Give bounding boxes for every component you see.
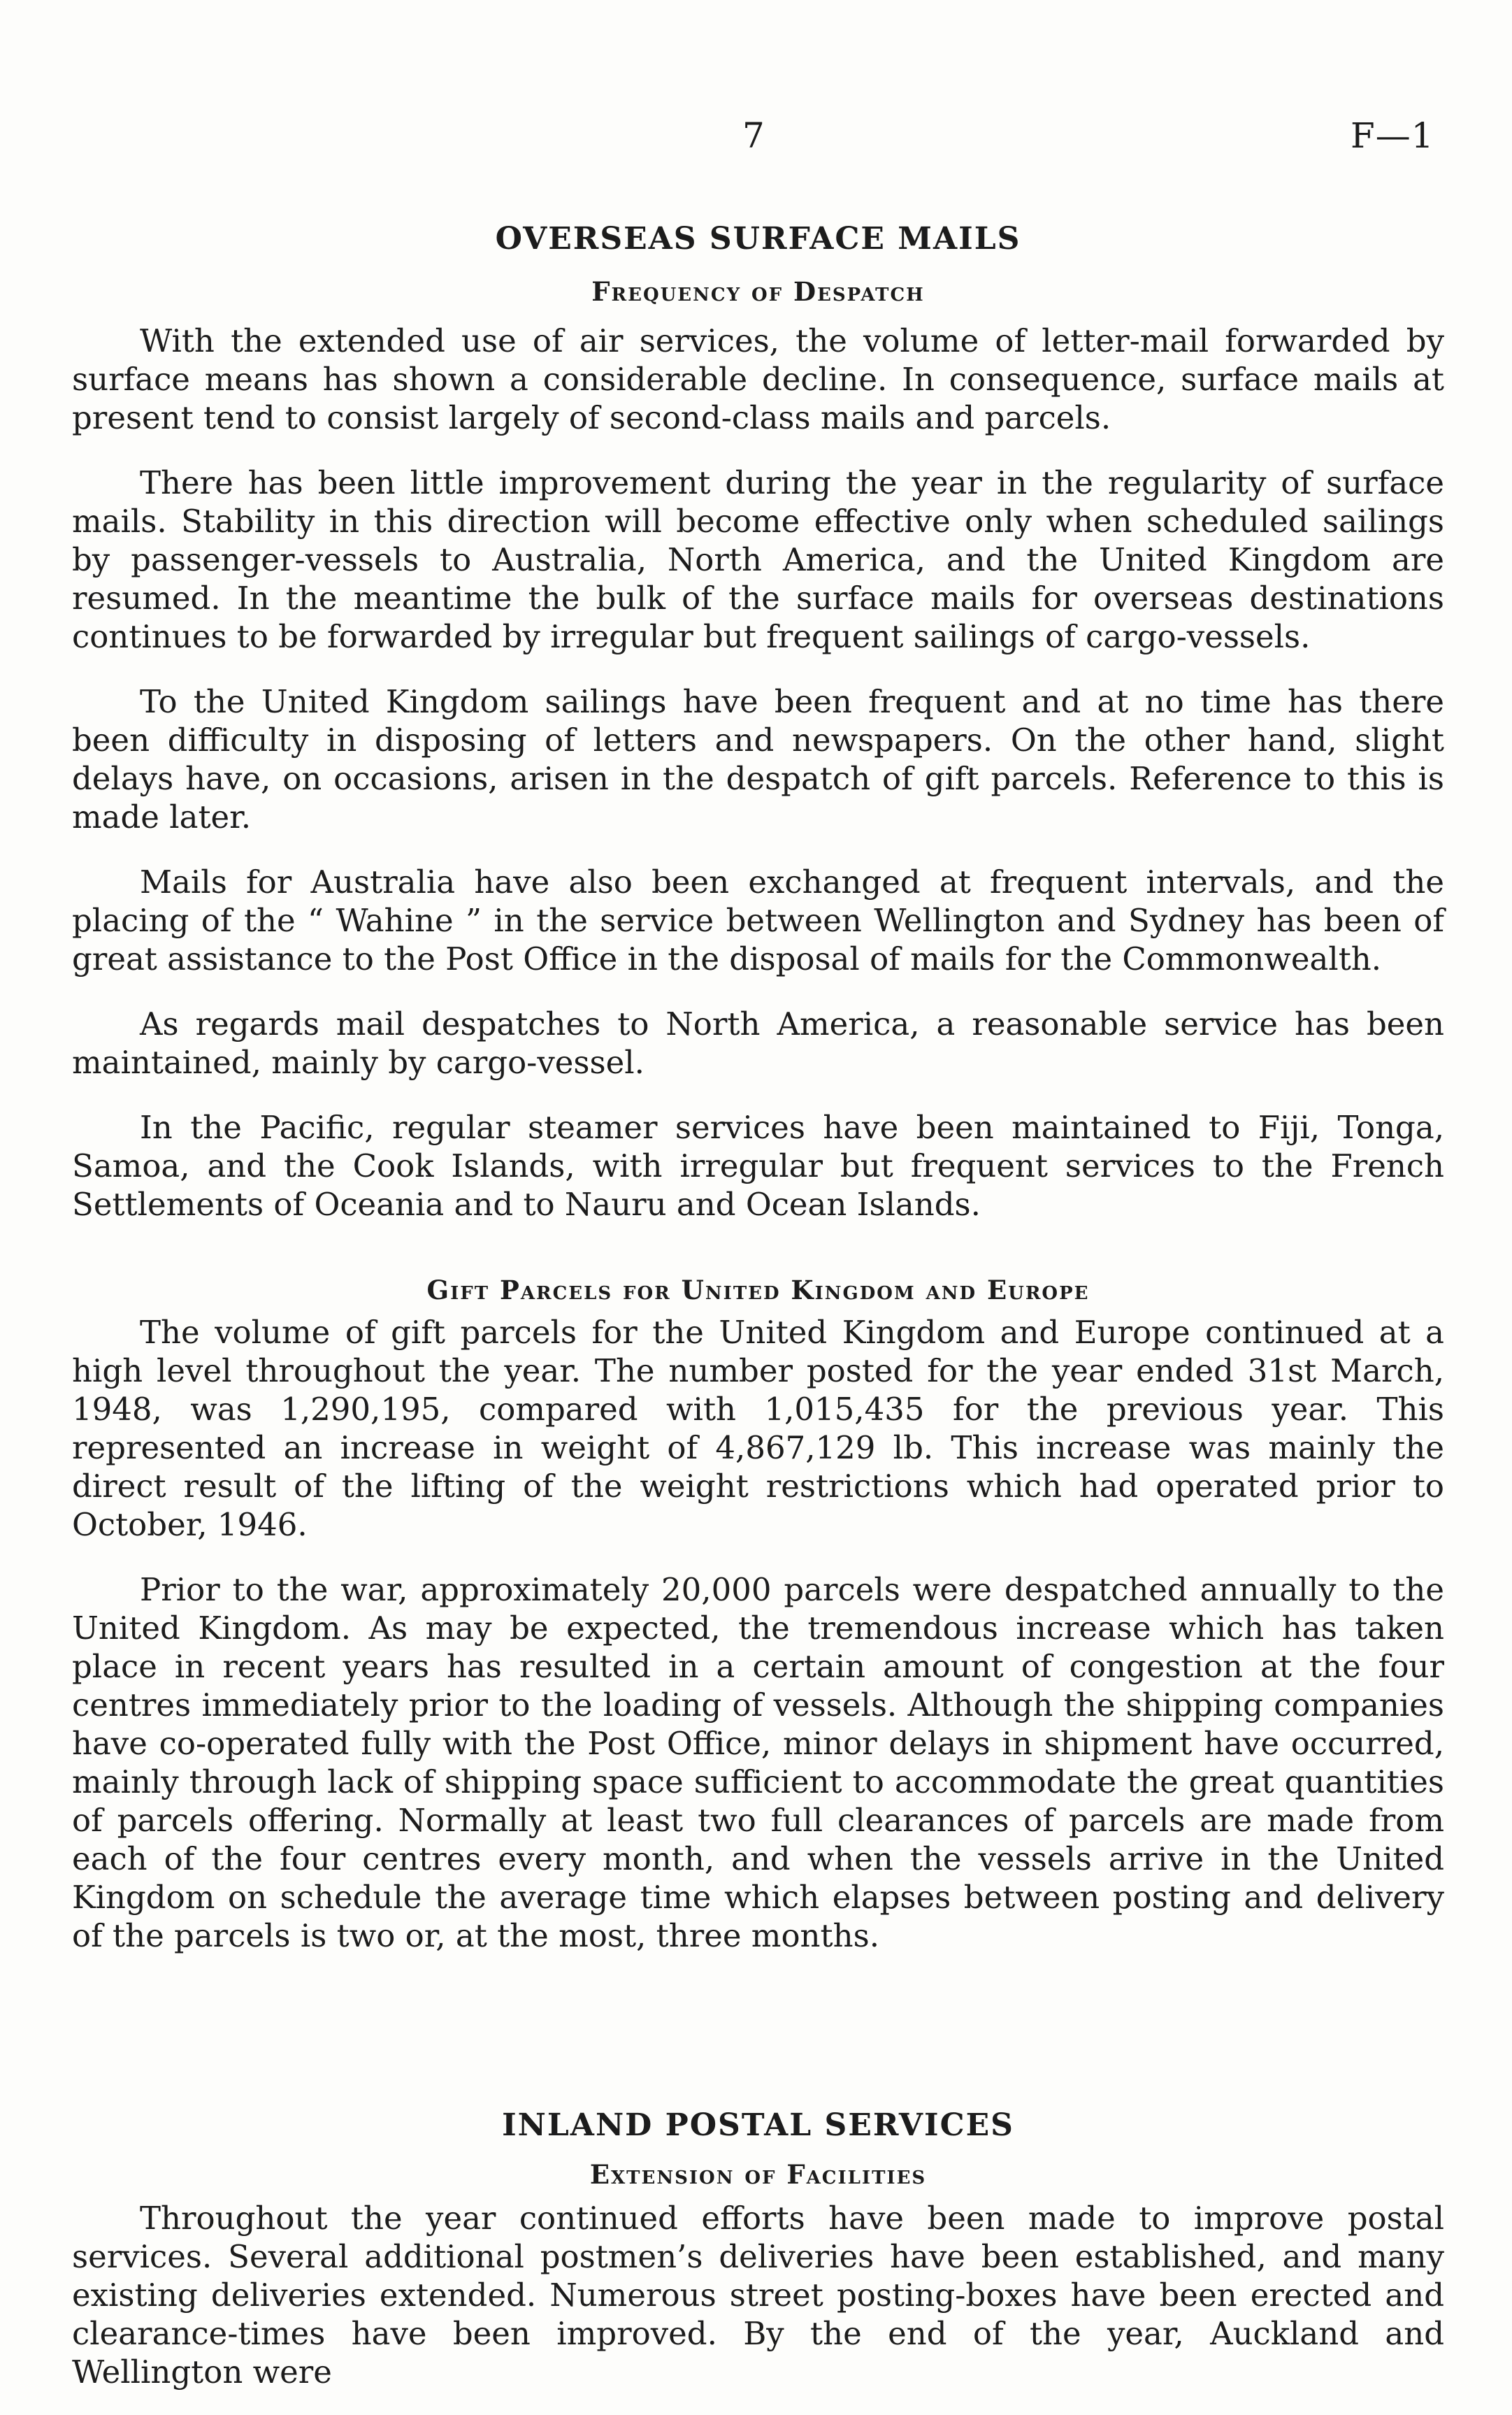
section-title: INLAND POSTAL SERVICES [502, 2107, 1014, 2143]
report-code: F—1 [1351, 115, 1434, 156]
section-body [72, 322, 1444, 1224]
paragraph: As regards mail despatches to North America, a reasonable service has been maintained, mainly by cargo-vessel. [72, 1005, 1444, 1081]
paragraph: There has been little improvement during the year in the regularity of surface mails. Stability in this direction will become effective only when scheduled sailings by passenger-vessels to Australia, North America, and the United Kingdom are resumed. In the meantime the bulk of the surface mails for overseas destinations continues to be forwarded by irregular but frequent sailings of cargo-vessels. [72, 464, 1444, 655]
paragraph: The volume of gift parcels for the United Kingdom and Europe continued at a high level throughout the year. The number posted for the year ended 31st March, 1948, was 1,290,195, compared with 1,015,435 for the previous year. This represented an increase in weight of 4,867,129 lb. This increase was mainly the direct result of the lifting of the weight restrictions which had operated prior to October, 1946. [72, 1314, 1444, 1543]
section-overseas-surface-mails [72, 218, 1444, 1224]
section-gift-parcels [72, 1269, 1444, 1955]
section-inland-postal-services [72, 2105, 1444, 2391]
section-body [72, 2199, 1444, 2391]
section-body [72, 1313, 1444, 1955]
section-subtitle: Gift Parcels for United Kingdom and Europe [426, 1275, 1090, 1305]
section-title: OVERSEAS SURFACE MAILS [495, 221, 1021, 257]
paragraph: In the Pacific, regular steamer services have been maintained to Fiji, Tonga, Samoa, and the Cook Islands, with irregular but frequent services to the French Settlements of Oceania and to Nauru and Ocean Islands. [72, 1109, 1444, 1223]
paragraph: With the extended use of air services, the volume of letter-mail forwarded by surface means has shown a considerable decline. In consequence, surface mails at present tend to consist largely of second-class mails and parcels. [72, 322, 1444, 436]
paragraph: Mails for Australia have also been exchanged at frequent intervals, and the placing of the “ Wahine ” in the service between Wellington and Sydney has been of great assistance to the Post Office in the disposal of mails for the Commonwealth. [72, 863, 1444, 977]
paragraph: To the United Kingdom sailings have been frequent and at no time has there been difficulty in disposing of letters and newspapers. On the other hand, slight delays have, on occasions, arisen in the despatch of gift parcels. Reference to this is made later. [72, 683, 1444, 836]
section-subtitle: Frequency of Despatch [591, 276, 925, 307]
paragraph: Throughout the year continued efforts have been made to improve postal services. Several additional postmen’s deliveries have been established, and many existing deliveries extended. Numerous street posting-boxes have been erected and clearance-times have been improved. By the end of the year, Auckland and Wellington were [72, 2200, 1444, 2391]
paragraph: Prior to the war, approximately 20,000 parcels were despatched annually to the United Kingdom. As may be expected, the tremendous increase which has taken place in recent years has resulted in a certain amount of congestion at the four centres immediately prior to the loading of vessels. Although the shipping companies have co-operated fully with the Post Office, minor delays in shipment have occurred, mainly through lack of shipping space sufficient to accommodate the great quantities of parcels offering. Normally at least two full clearances of parcels are made from each of the four centres every month, and when the vessels arrive in the United Kingdom on schedule the average time which elapses between posting and delivery of the parcels is two or, at the most, three months. [72, 1571, 1444, 1954]
section-subtitle: Extension of Facilities [589, 2159, 927, 2190]
page-number: 7 [742, 115, 765, 156]
